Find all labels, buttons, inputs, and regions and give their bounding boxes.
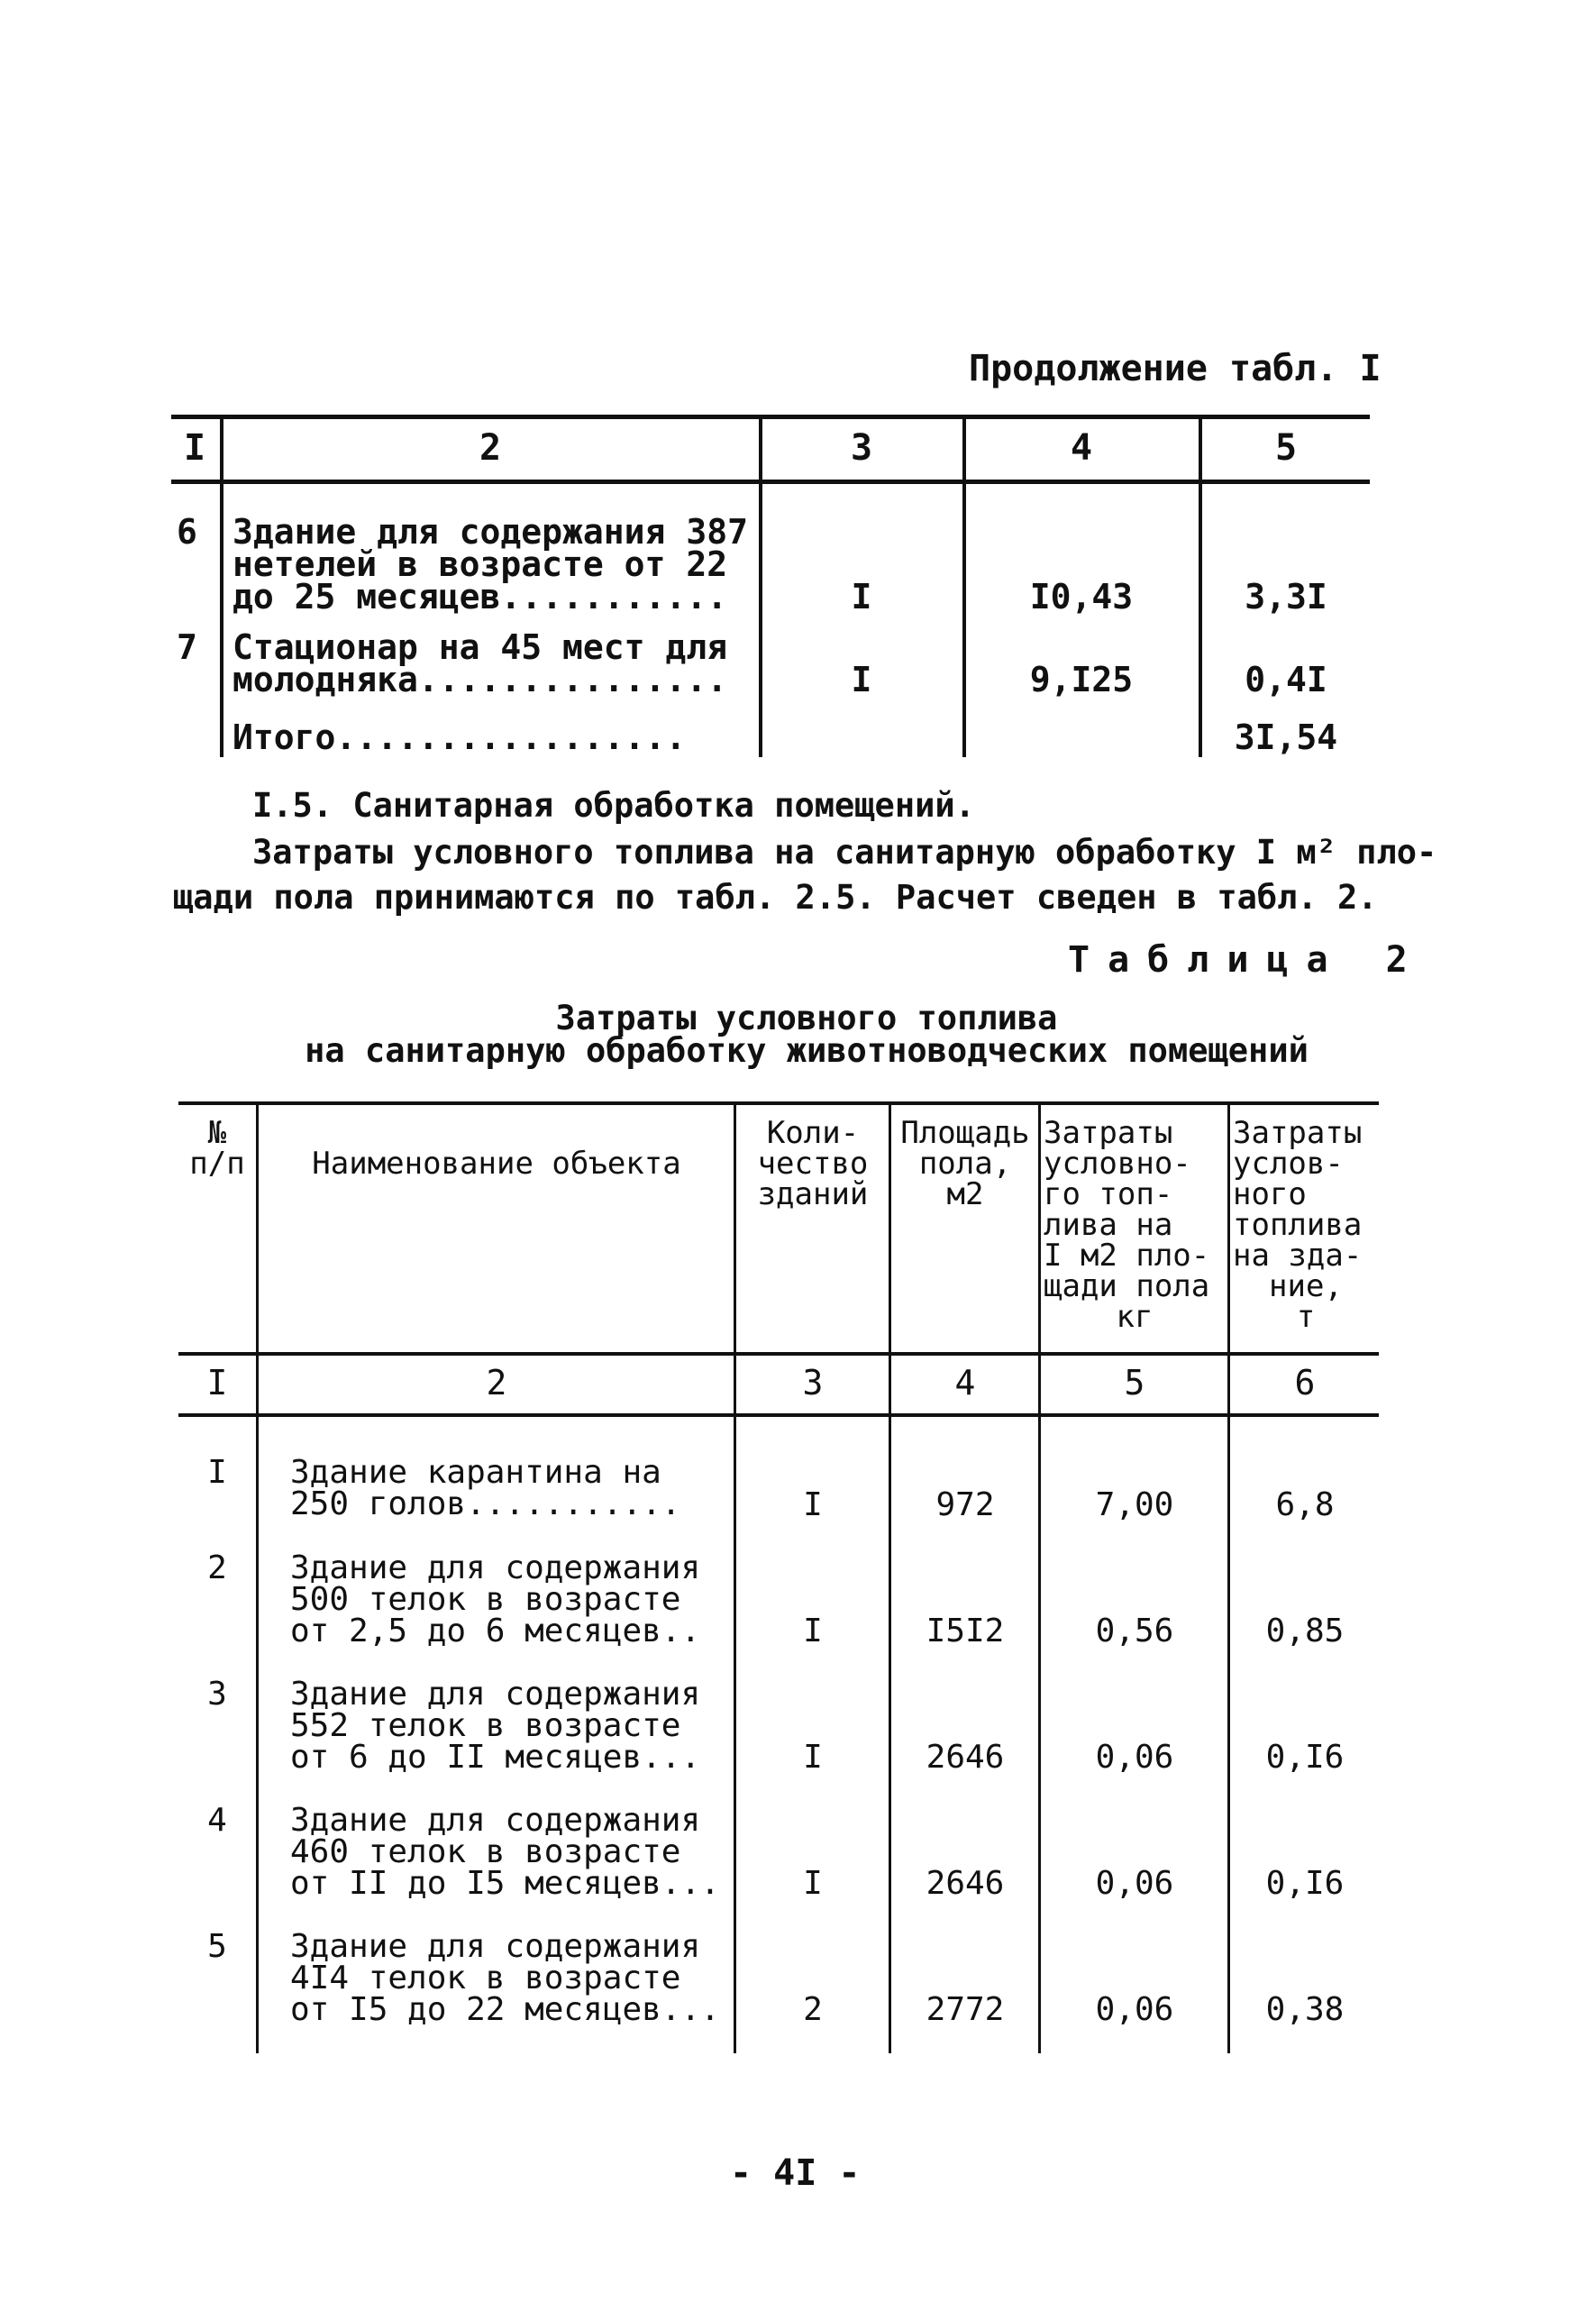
t2-header-line: Затраты: [1044, 1115, 1173, 1151]
t2-header-line: зданий: [757, 1176, 869, 1212]
t2-header-line: пола,: [918, 1146, 1012, 1182]
t2-header-name: [260, 1146, 734, 1182]
t2-header-line: Коли-: [766, 1115, 860, 1151]
t2-header-rule: [178, 1352, 1379, 1356]
t2-colnum: 6: [1294, 1363, 1316, 1403]
t2-vline-4: [1038, 1105, 1041, 2053]
t2-row-fuel-bld: 0,85: [1265, 1613, 1345, 1649]
t2-row-fuel-bld: 6,8: [1275, 1486, 1335, 1523]
t2-header-line: щади пола: [1044, 1268, 1210, 1304]
t1-row-name: [233, 627, 728, 699]
t2-colnum: 3: [802, 1363, 824, 1403]
t1-row-num: 6: [177, 512, 197, 552]
t2-row-name: [290, 1928, 720, 2028]
t1-row-col3: I: [851, 660, 872, 699]
t2-header-fuel-bld: [1233, 1115, 1379, 1335]
t2-colnum-rule: [178, 1413, 1379, 1417]
t2-header-area: [892, 1115, 1038, 1212]
t2-name-line: Здание для содержания: [290, 1549, 701, 1586]
t2-vline-2: [734, 1105, 736, 2053]
t2-row-name: [290, 1454, 681, 1522]
t2-header-line: лива на: [1044, 1207, 1173, 1243]
table-2-label: Таблица 2: [1068, 939, 1426, 981]
t2-header-line: №: [207, 1115, 227, 1151]
t2-row-fuel-m2: 0,06: [1095, 1739, 1174, 1776]
t1-name-line: нетелей в возрасте от 22: [233, 544, 728, 584]
t2-vline-5: [1227, 1105, 1230, 2053]
t2-vline-3: [889, 1105, 891, 2053]
t2-header-num: [178, 1115, 256, 1182]
t2-colnum: 5: [1124, 1363, 1145, 1403]
table-2-caption-line-1: Затраты условного топлива: [555, 999, 1058, 1037]
t2-header-line: чество: [757, 1146, 869, 1182]
t2-row-area: 2646: [926, 1739, 1005, 1776]
t2-row-count: I: [803, 1865, 823, 1902]
t1-name-line: Здание для содержания 387: [233, 512, 748, 552]
t2-row-num: 5: [207, 1928, 227, 1965]
t2-header-line: топлива: [1233, 1207, 1363, 1243]
t2-header-line: услов-: [1233, 1146, 1344, 1182]
t2-row-fuel-m2: 0,56: [1095, 1613, 1174, 1649]
t2-name-line: 500 телок в возрасте: [290, 1581, 681, 1618]
t2-name-line: от 6 до II месяцев...: [290, 1739, 701, 1776]
t1-header-col5: 5: [1274, 427, 1298, 469]
page-number: - 4I -: [730, 2152, 861, 2194]
t2-row-area: 2772: [926, 1991, 1005, 2028]
t1-name-line: молодняка...............: [233, 660, 728, 699]
t2-header-line: Затраты: [1233, 1115, 1363, 1151]
t1-row-name: [233, 512, 748, 617]
t1-row-col3: I: [851, 577, 872, 617]
t2-row-count: I: [803, 1739, 823, 1776]
t2-name-line: 4I4 телок в возрасте: [290, 1960, 681, 1997]
t2-colnum: 4: [954, 1363, 976, 1403]
t2-name-line: Здание для содержания: [290, 1802, 701, 1839]
continuation-title: Продолжение табл. I: [969, 348, 1382, 389]
t2-header-line: Площадь: [900, 1115, 1030, 1151]
t2-header-line: на зда-: [1233, 1238, 1363, 1274]
t1-header-col4: 4: [1070, 427, 1093, 469]
t2-header-line: I м2 пло-: [1044, 1238, 1210, 1274]
t2-header-line: ного: [1233, 1176, 1307, 1212]
t2-row-area: 972: [935, 1486, 995, 1523]
t2-header-line: ние,: [1269, 1268, 1343, 1304]
t2-row-num: I: [207, 1454, 227, 1491]
t2-row-name: [290, 1802, 720, 1902]
t2-row-fuel-bld: 0,I6: [1265, 1865, 1345, 1902]
t1-name-line: Стационар на 45 мест для: [233, 627, 728, 667]
t2-name-line: Здание для содержания: [290, 1676, 701, 1713]
t2-row-num: 2: [207, 1549, 227, 1586]
t2-top-rule: [178, 1101, 1379, 1105]
t2-colnum: I: [206, 1363, 228, 1403]
section-heading: I.5. Санитарная обработка помещений.: [252, 786, 975, 825]
t2-header-line: кг: [1116, 1299, 1154, 1335]
t2-row-num: 3: [207, 1676, 227, 1713]
section-line-1: Затраты условного топлива на санитарную обработку I м² пло-: [252, 833, 1437, 872]
t2-colnum: 2: [486, 1363, 507, 1403]
t2-row-fuel-bld: 0,I6: [1265, 1739, 1345, 1776]
t2-header-fuel-m2: [1044, 1115, 1226, 1335]
t2-name-line: 460 телок в возрасте: [290, 1833, 681, 1870]
t1-row-col4: 9,I25: [1029, 660, 1134, 699]
t2-header-line: условно-: [1044, 1146, 1191, 1182]
t2-row-fuel-m2: 7,00: [1095, 1486, 1174, 1523]
t1-row-col4: I0,43: [1029, 577, 1134, 617]
t2-row-count: I: [803, 1486, 823, 1523]
t2-row-fuel-m2: 0,06: [1095, 1865, 1174, 1902]
t2-header-line: м2: [946, 1176, 984, 1212]
t2-row-count: I: [803, 1613, 823, 1649]
t1-total-value: 3I,54: [1234, 717, 1338, 757]
t2-row-name: [290, 1549, 701, 1649]
section-line-2: щади пола принимаются по табл. 2.5. Расчет сведен в табл. 2.: [173, 878, 1378, 917]
t2-header-line: го топ-: [1044, 1176, 1173, 1212]
t1-row-col5: 0,4I: [1245, 660, 1327, 699]
t2-name-line: от I5 до 22 месяцев...: [290, 1991, 720, 2028]
t2-name-line: Здание карантина на: [290, 1454, 661, 1491]
t1-row-col5: 3,3I: [1245, 577, 1327, 617]
t2-row-fuel-m2: 0,06: [1095, 1991, 1174, 2028]
t1-name-line: до 25 месяцев...........: [233, 577, 728, 617]
t2-row-area: I5I2: [926, 1613, 1005, 1649]
t2-header-line: Наименование объекта: [312, 1146, 681, 1182]
t2-header-count: [737, 1115, 889, 1212]
t2-header-line: п/п: [189, 1146, 245, 1182]
t2-row-count: 2: [803, 1991, 823, 2028]
t2-row-fuel-bld: 0,38: [1265, 1991, 1345, 2028]
t2-name-line: 552 телок в возрасте: [290, 1707, 681, 1744]
table-2-caption-line-2: на санитарную обработку животноводческих помещений: [305, 1031, 1309, 1070]
table-1-header-rule: [171, 480, 1370, 484]
t1-header-col1: I: [183, 427, 206, 469]
t2-row-num: 4: [207, 1802, 227, 1839]
t2-name-line: 250 голов...........: [290, 1485, 681, 1522]
t1-row-num: 7: [177, 627, 197, 667]
table-1-top-rule: [171, 415, 1370, 419]
t2-name-line: от II до I5 месяцев...: [290, 1865, 720, 1902]
t1-header-col2: 2: [479, 427, 502, 469]
t2-row-name: [290, 1676, 701, 1776]
t2-header-line: т: [1296, 1299, 1316, 1335]
t1-vline-1: [220, 419, 223, 757]
t2-row-area: 2646: [926, 1865, 1005, 1902]
t2-name-line: от 2,5 до 6 месяцев..: [290, 1613, 701, 1649]
t2-vline-1: [256, 1105, 259, 2053]
t2-name-line: Здание для содержания: [290, 1928, 701, 1965]
t1-total-label: Итого.................: [233, 717, 687, 757]
t1-header-col3: 3: [850, 427, 873, 469]
